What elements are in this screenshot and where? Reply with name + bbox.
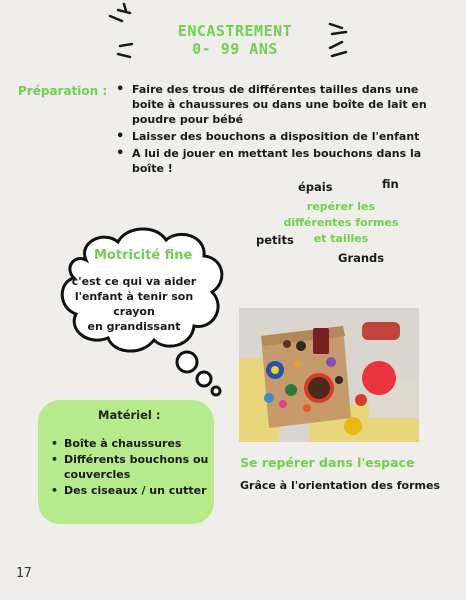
title-line-2: 0- 99 ANS bbox=[192, 40, 278, 58]
materiel-item: • Des ciseaux / un cutter bbox=[50, 483, 210, 498]
espace-title: Se repérer dans l'espace bbox=[240, 455, 415, 470]
activity-photo bbox=[239, 308, 419, 442]
motricite-text-line-2: l'enfant à tenir son crayon bbox=[74, 290, 194, 318]
word-fin: fin bbox=[382, 177, 399, 191]
motricite-text-line-3: en grandissant bbox=[87, 320, 181, 333]
title-line-1: ENCASTREMENT bbox=[177, 22, 293, 40]
materiel-title: Matériel : bbox=[98, 408, 161, 422]
espace-subtitle: Grâce à l'orientation des formes bbox=[240, 479, 440, 492]
title-decoration-right bbox=[322, 20, 358, 68]
page-number: 17 bbox=[16, 566, 32, 581]
materiel-item: • Boîte à chaussures bbox=[50, 436, 210, 451]
preparation-list bbox=[114, 82, 449, 178]
preparation-label: Préparation : bbox=[18, 84, 108, 98]
word-epais: épais bbox=[298, 180, 333, 194]
materiel-list bbox=[50, 436, 210, 499]
page-title bbox=[150, 22, 320, 58]
preparation-item: • A lui de jouer en mettant les bouchons dans la boîte ! bbox=[114, 146, 449, 176]
word-petits: petits bbox=[256, 233, 294, 247]
materiel-item: • Différents bouchons ou couvercles bbox=[50, 452, 210, 482]
motricite-text-line-1: c'est ce qui va aider bbox=[71, 275, 197, 288]
motricite-title: Motricité fine bbox=[94, 248, 193, 263]
preparation-item: • Laisser des bouchons a disposition de l'enfant bbox=[114, 129, 449, 144]
motricite-text bbox=[66, 274, 202, 334]
reperer-formes-text: repérer les différentes formes et tailles bbox=[283, 200, 399, 245]
word-grands: Grands bbox=[338, 251, 385, 265]
preparation-item: • Faire des trous de différentes tailles dans une boite à chaussures ou dans une boîte de lait en poudre pour bébé bbox=[114, 82, 449, 127]
title-decoration-left bbox=[104, 2, 144, 72]
